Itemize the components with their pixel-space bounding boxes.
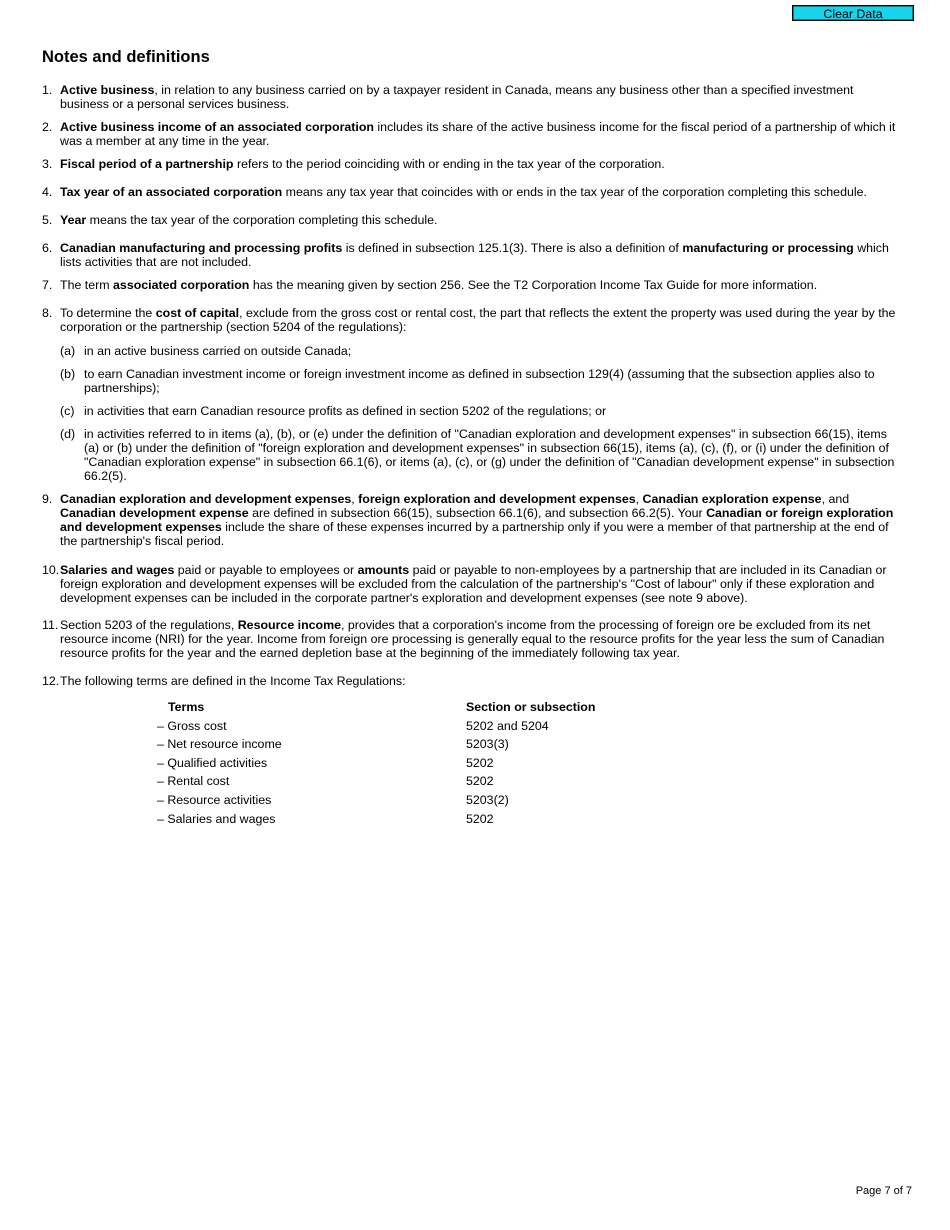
- section-column-header: Section or subsection: [466, 700, 596, 714]
- note-6: [42, 241, 902, 269]
- page-number: Page 7 of 7: [855, 1185, 912, 1197]
- subitem-a: [60, 344, 900, 358]
- note-text: The following terms are defined in the Income Tax Regulations:: [60, 674, 406, 688]
- terms-table-header: [157, 700, 657, 719]
- note-number: 3.: [42, 157, 53, 171]
- subitem-text: to earn Canadian investment income or foreign investment income as defined in subsection 129(4) (assuming that the subsection applies also to partnerships);: [84, 367, 875, 395]
- note-number: 6.: [42, 241, 53, 255]
- note-number: 12.: [42, 674, 60, 688]
- subitem-c: [60, 404, 900, 418]
- term-cell: – Resource activities: [157, 792, 272, 807]
- term-cell: – Qualified activities: [157, 755, 268, 770]
- subitem-b: [60, 367, 900, 395]
- note-12: [42, 674, 902, 688]
- note-3: [42, 157, 902, 171]
- note-number: 5.: [42, 213, 53, 227]
- term-cell: – Gross cost: [157, 718, 227, 733]
- note-number: 10.: [42, 563, 60, 577]
- subitem-text: in activities that earn Canadian resource profits as defined in section 5202 of the regulations; or: [84, 404, 607, 418]
- note-text: Salaries and wages paid or payable to employees or amounts paid or payable to non-employees by a partnership that are included in its Canadian or foreign exploration and development expenses will be excluded from the calculation of the partnership's "Cost of labour" only if these exploration and development expenses can be included in the corporate partner's exploration and development expenses (see note 9 above).: [60, 563, 887, 605]
- section-cell: 5202: [466, 774, 494, 789]
- terms-column-header: Terms: [168, 700, 205, 714]
- subitem-label: (b): [60, 367, 76, 381]
- note-number: 9.: [42, 492, 53, 506]
- note-1: [42, 83, 902, 111]
- note-8: [42, 306, 902, 334]
- term-cell: – Salaries and wages: [157, 811, 276, 826]
- note-4: [42, 185, 902, 199]
- note-text: Section 5203 of the regulations, Resource income, provides that a corporation's income from the processing of foreign ore be excluded from its net resource income (NRI) for the year. Income from foreign ore processing is generally equal to the resource profits for the year less the sum of Canadian resource profits for the year and the earned depletion base at the beginning of the immediately following tax year.: [60, 618, 885, 660]
- note-text: Active business, in relation to any business carried on by a taxpayer resident in Canada, means any business other than a specified investment business or a personal services business.: [60, 83, 854, 111]
- table-row: [157, 756, 657, 775]
- subitem-label: (d): [60, 427, 76, 441]
- note-number: 4.: [42, 185, 53, 199]
- note-2: [42, 120, 902, 148]
- note-number: 8.: [42, 306, 53, 320]
- note-7: [42, 278, 902, 292]
- subitem-d: [60, 427, 900, 483]
- note-text: Active business income of an associated corporation includes its share of the active business income for the fiscal period of a partnership of which it was a member at any time in the year.: [60, 120, 896, 148]
- note-text: The term associated corporation has the meaning given by section 256. See the T2 Corporation Income Tax Guide for more information.: [60, 278, 818, 292]
- table-row: [157, 737, 657, 756]
- subitem-text: in activities referred to in items (a), (b), or (e) under the definition of "Canadian exploration and development expenses" in subsection 66(15), items (a) or (b) under the definition of "foreign exploration and development expenses" in subsection 66(15), items (a), (c), (f), or (i) under the definition of "Canadian exploration expense" in subsection 66.1(6), or items (a), (c), or (g) under the definition of "Canadian development expense" in subsection 66.2(5).: [84, 427, 895, 483]
- table-row: [157, 719, 657, 738]
- note-text: Canadian exploration and development expenses, foreign exploration and development expenses, Canadian exploration expense, and Canadian development expense are defined in subsection 66(15), subsection 66.1(6), and subsection 66.2(5). Your Canadian or foreign exploration and development expenses include the share of these expenses incurred by a partnership only if you were a member of that partnership at the end of the partnership's fiscal period.: [60, 492, 894, 548]
- subitem-label: (c): [60, 404, 75, 418]
- note-11: [42, 618, 902, 660]
- table-row: [157, 793, 657, 812]
- terms-table: [157, 700, 657, 830]
- note-number: 2.: [42, 120, 53, 134]
- note-9: [42, 492, 902, 548]
- note-text: Fiscal period of a partnership refers to the period coinciding with or ending in the tax year of the corporation.: [60, 157, 665, 171]
- section-cell: 5203(3): [466, 737, 509, 752]
- note-number: 7.: [42, 278, 53, 292]
- note-text: Tax year of an associated corporation means any tax year that coincides with or ends in the tax year of the corporation completing this schedule.: [60, 185, 867, 199]
- note-number: 11.: [42, 618, 59, 632]
- note-10: [42, 563, 902, 605]
- note-number: 1.: [42, 83, 53, 97]
- term-cell: – Net resource income: [157, 737, 282, 752]
- section-cell: 5203(2): [466, 792, 509, 807]
- subitem-label: (a): [60, 344, 76, 358]
- section-cell: 5202: [466, 811, 494, 826]
- note-text: Canadian manufacturing and processing profits is defined in subsection 125.1(3). There is also a definition of manufacturing or processing which lists activities that are not included.: [60, 241, 889, 269]
- clear-data-button[interactable]: Clear Data: [792, 5, 914, 21]
- subitem-text: in an active business carried on outside Canada;: [84, 344, 352, 358]
- term-cell: – Rental cost: [157, 774, 230, 789]
- table-row: [157, 774, 657, 793]
- section-cell: 5202: [466, 755, 494, 770]
- note-5: [42, 213, 902, 227]
- page-title: Notes and definitions: [42, 48, 210, 66]
- note-text: To determine the cost of capital, exclude from the gross cost or rental cost, the part that reflects the extent the property was used during the year by the corporation or the partnership (section 5204 of the regulations):: [60, 306, 896, 334]
- table-row: [157, 812, 657, 831]
- note-text: Year means the tax year of the corporation completing this schedule.: [60, 213, 438, 227]
- section-cell: 5202 and 5204: [466, 718, 549, 733]
